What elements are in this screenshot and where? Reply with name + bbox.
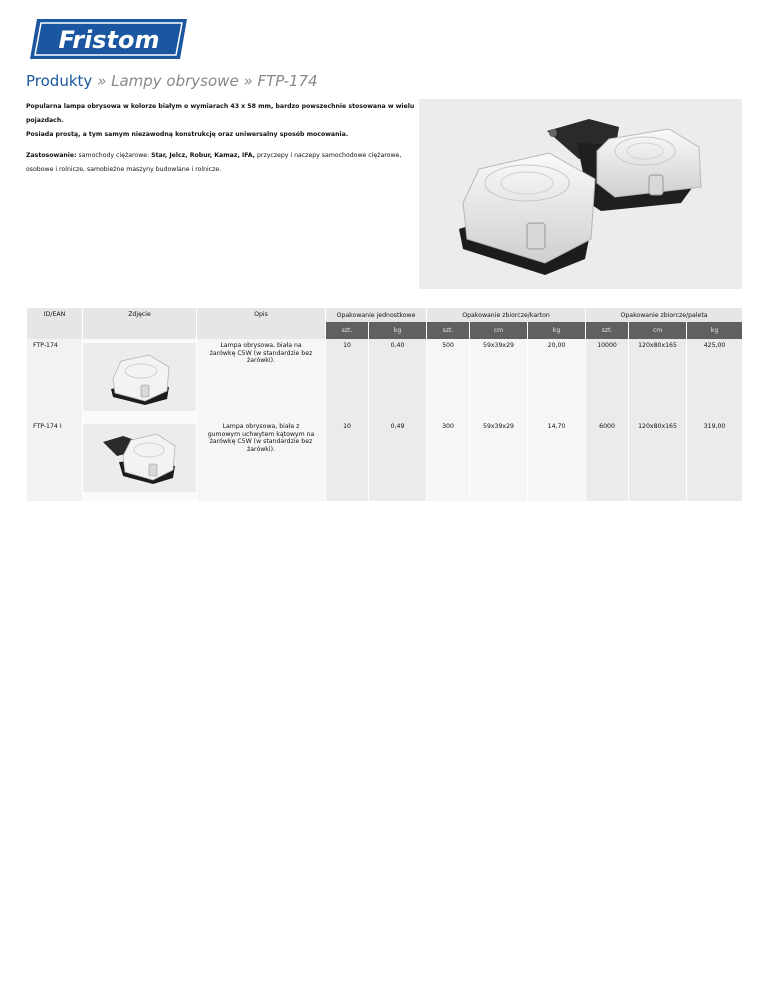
usage-label: Zastosowanie: — [26, 152, 77, 159]
row-value-cell — [527, 420, 585, 501]
product-hero-image[interactable] — [419, 99, 742, 289]
row-value-cell — [325, 420, 368, 501]
carton-weight: 20,00 — [547, 342, 566, 349]
row-value-cell — [628, 420, 686, 501]
usage-brands: Star, Jelcz, Robur, Kamaz, IFA, — [151, 152, 256, 159]
header-description: Opis — [196, 308, 325, 339]
subheader-cell: kg — [686, 322, 742, 339]
header-unit-pack: Opakowanie jednostkowe — [325, 308, 426, 322]
pallet-qty: 6000 — [599, 423, 615, 430]
page-title: FTP-174 — [257, 72, 318, 90]
row-description: Lampa obrysowa, biała na żarówkę C5W (w standardzie bez żarówki). — [209, 342, 313, 364]
carton-size: 59x39x29 — [483, 423, 514, 430]
row-id[interactable]: FTP-174 I — [26, 420, 82, 501]
carton-size: 59x39x29 — [483, 342, 514, 349]
row-value-cell — [469, 339, 527, 420]
fristom-logo[interactable] — [27, 17, 190, 61]
carton-qty: 300 — [442, 423, 454, 430]
row-value-cell — [368, 420, 426, 501]
unit-qty: 10 — [343, 423, 351, 430]
unit-weight: 0,40 — [390, 342, 405, 349]
usage-pre: samochody ciężarowe: — [76, 152, 152, 159]
row-value-cell — [426, 420, 469, 501]
row-value-cell — [368, 339, 426, 420]
header-photo: Zdjęcie — [82, 308, 196, 339]
product-spec-table — [26, 308, 742, 501]
row-value-cell — [527, 339, 585, 420]
subheader-cell: cm — [469, 322, 527, 339]
subheader-cell: szt. — [426, 322, 469, 339]
breadcrumb-category[interactable]: Lampy obrysowe — [111, 72, 239, 90]
breadcrumb-home[interactable]: Produkty — [26, 72, 93, 90]
product-intro — [26, 100, 416, 177]
row-value-cell — [585, 339, 628, 420]
row-value-cell — [628, 339, 686, 420]
pallet-size: 120x80x165 — [638, 342, 677, 349]
pallet-qty: 10000 — [597, 342, 617, 349]
header-pallet-pack: Opakowanie zbiorcze/paleta — [585, 308, 742, 322]
subheader-cell: kg — [368, 322, 426, 339]
subheader-cell: szt. — [325, 322, 368, 339]
intro-line-2: Posiada prostą, a tym samym niezawodną konstrukcję oraz uniwersalny sposób mocowania. — [26, 131, 349, 138]
subheader-cell: kg — [527, 322, 585, 339]
pallet-weight: 425,00 — [703, 342, 726, 349]
row-value-cell — [585, 420, 628, 501]
row-description-cell — [196, 339, 325, 420]
row-value-cell — [325, 339, 368, 420]
unit-qty: 10 — [343, 342, 351, 349]
usage-paragraph — [26, 149, 416, 177]
unit-weight: 0,49 — [390, 423, 405, 430]
pallet-weight: 319,00 — [703, 423, 726, 430]
table-header-row — [26, 308, 742, 322]
subheader-cell: szt. — [585, 322, 628, 339]
carton-weight: 14,70 — [547, 423, 566, 430]
breadcrumb — [26, 72, 318, 90]
row-photo-cell — [82, 420, 196, 501]
usage-post: przyczepy i naczepy samochodowe ciężarowe, osobowe i rolnicze, samobieżne maszyny budowlane i rolnicze. — [26, 152, 402, 173]
row-value-cell — [469, 420, 527, 501]
header-carton-pack: Opakowanie zbiorcze/karton — [426, 308, 585, 322]
row-value-cell — [686, 420, 742, 501]
row-description-cell — [196, 420, 325, 501]
carton-qty: 500 — [442, 342, 454, 349]
product-thumbnail[interactable] — [83, 424, 197, 492]
row-id[interactable]: FTP-174 — [26, 339, 82, 420]
row-photo-cell — [82, 339, 196, 420]
breadcrumb-separator: » — [243, 72, 253, 90]
breadcrumb-separator: » — [97, 72, 107, 90]
row-description: Lampa obrysowa, biała z gumowym uchwytem kątowym na żarówkę C5W (w standardzie bez żarówki). — [207, 423, 315, 453]
subheader-cell: cm — [628, 322, 686, 339]
table-row — [26, 339, 742, 420]
intro-line-1: Popularna lampa obrysowa w kolorze białym o wymiarach 43 x 58 mm, bardzo powszechnie stosowana w wielu pojazdach. — [26, 103, 415, 124]
product-thumbnail[interactable] — [83, 343, 197, 411]
row-value-cell — [426, 339, 469, 420]
table-row — [26, 420, 742, 501]
header-id: ID/EAN — [26, 308, 82, 339]
pallet-size: 120x80x165 — [638, 423, 677, 430]
row-value-cell — [686, 339, 742, 420]
logo-text: Fristom — [58, 26, 160, 54]
